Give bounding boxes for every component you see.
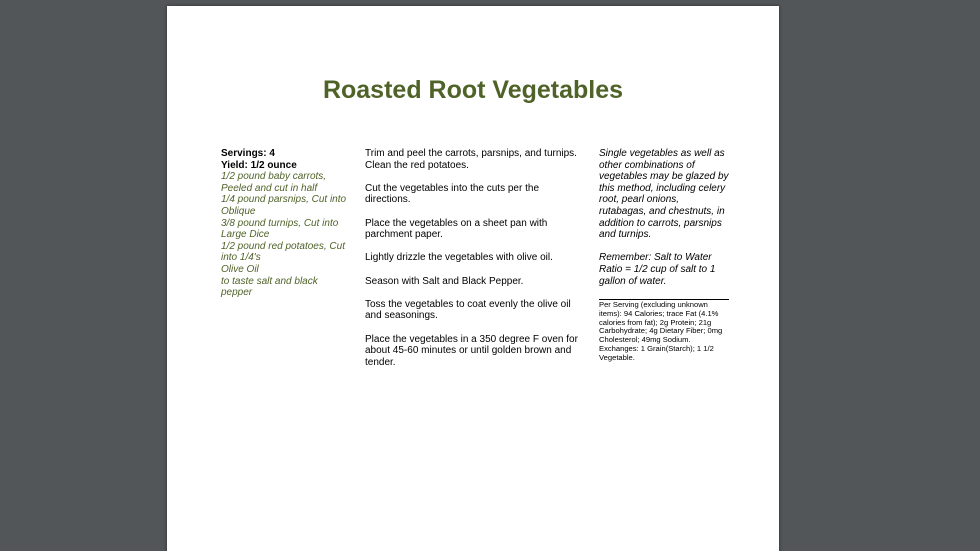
ingredient-item: 1/2 pound red potatoes, Cut into 1/4's (221, 240, 345, 264)
ingredient-item: Olive Oil (221, 263, 259, 275)
ingredient-item: 3/8 pound turnips, Cut into Large Dice (221, 217, 339, 241)
recipe-title: Roasted Root Vegetables (322, 76, 624, 104)
nutrition-info: Per Serving (excluding unknown items): 94 Calories; trace Fat (4.1% calories from fat); 2g Protein; 21g Carbohydrate; 4g Dietary Fiber; 0mg Cholesterol; 49mg Sodium. Exchanges: 1 Grain(Starch); 1 1/2 Vegetable. (599, 299, 729, 363)
direction-step: Place the vegetables on a sheet pan with parchment paper. (365, 217, 548, 241)
direction-step: Place the vegetables in a 350 degree F oven for about 45-60 minutes or until golden brown and tender. (365, 333, 578, 368)
direction-step: Trim and peel the carrots, parsnips, and turnips. Clean the red potatoes. (365, 148, 577, 171)
direction-step: Season with Salt and Black Pepper. (365, 275, 524, 287)
ingredient-item: 1/4 pound parsnips, Cut into Oblique (221, 194, 347, 217)
direction-step: Toss the vegetables to coat evenly the olive oil and seasonings. (365, 298, 571, 322)
direction-step: Cut the vegetables into the cuts per the directions. (365, 182, 539, 206)
ingredients-column (221, 148, 351, 299)
salt-ratio-note: Remember: Salt to Water Ratio = 1/2 cup of salt to 1 gallon of water. (599, 252, 716, 287)
direction-step: Lightly drizzle the vegetables with olive oil. (365, 252, 553, 264)
notes-column (599, 148, 729, 363)
ingredient-item: 1/2 pound baby carrots, Peeled and cut in half (221, 171, 327, 194)
directions-column (365, 148, 585, 380)
ingredient-item: to taste salt and black pepper (221, 275, 318, 299)
servings-label: Servings: 4 (221, 148, 275, 159)
recipe-note: Single vegetables as well as other combinations of vegetables may be glazed by this method, including celery root, pearl onions, rutabagas, and chestnuts, in addition to carrots, parsnips and turnips. (599, 148, 729, 241)
document-page (167, 6, 779, 551)
yield-label: Yield: 1/2 ounce (221, 159, 297, 171)
